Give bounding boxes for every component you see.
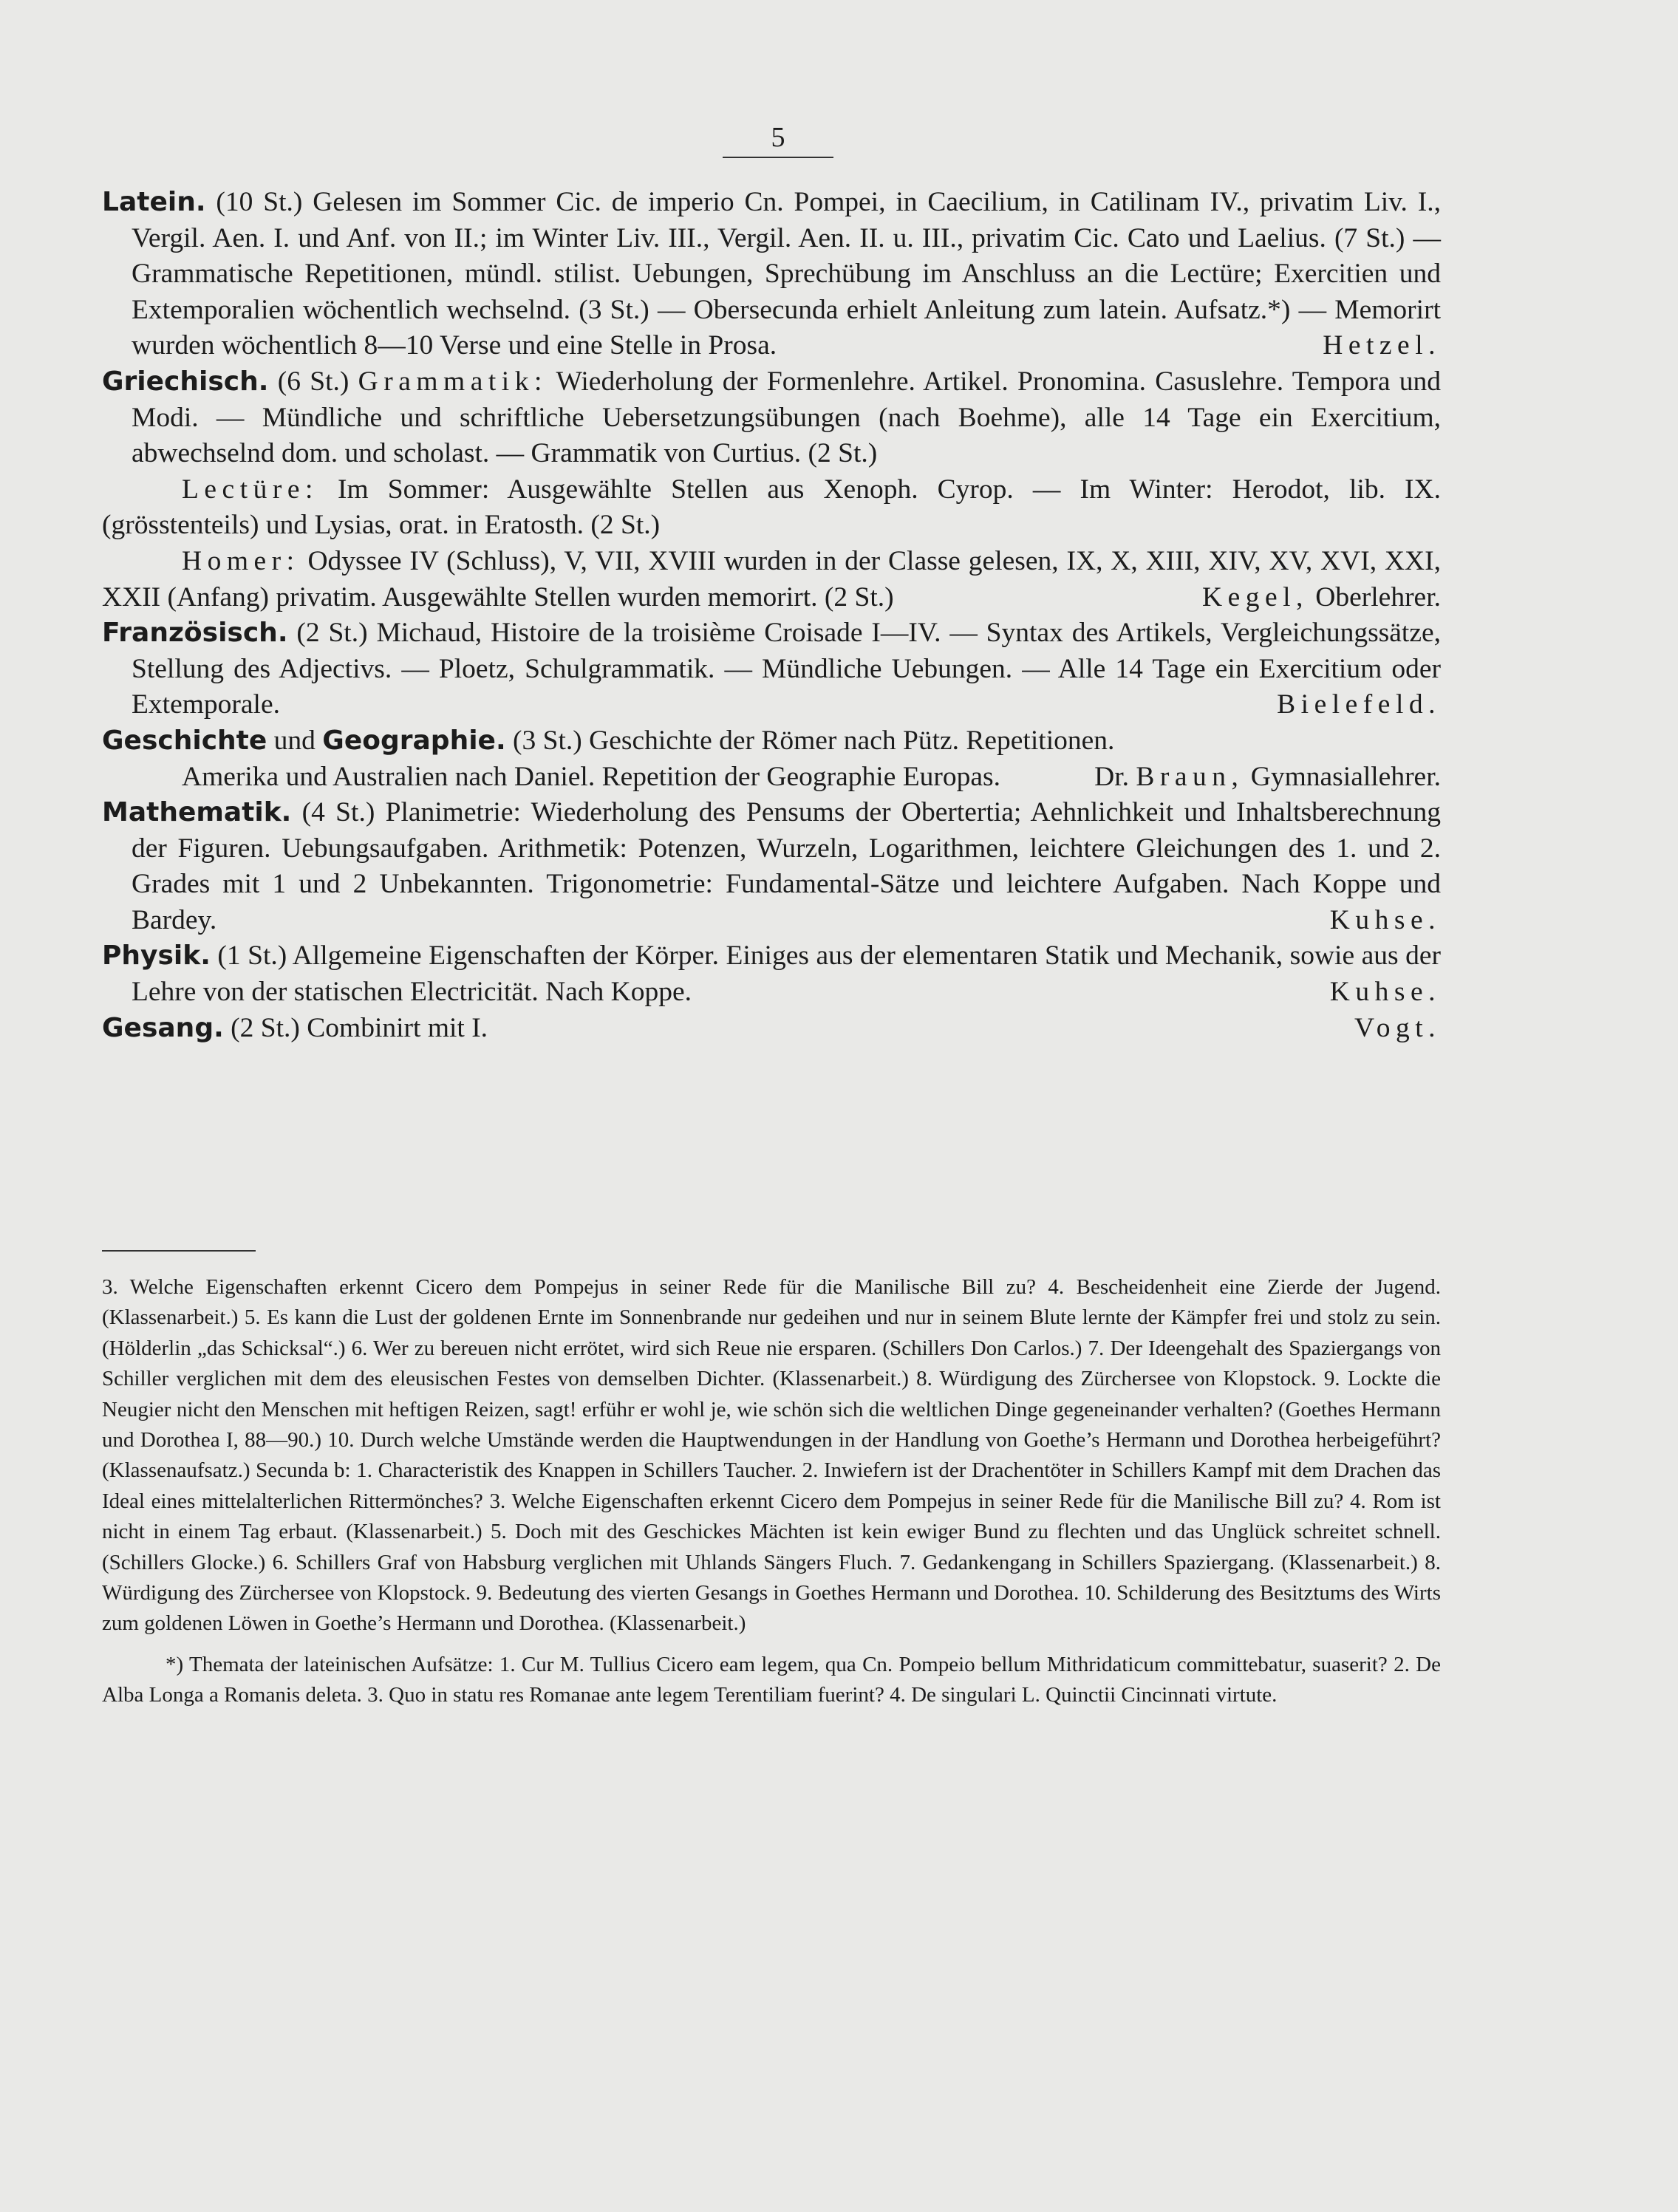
mathematik-heading: Mathematik. xyxy=(102,797,292,828)
griechisch-teacher-title: Oberlehrer. xyxy=(1315,581,1441,612)
page-number: 5 xyxy=(723,118,833,158)
physik-teacher: Kuhse. xyxy=(1329,977,1441,1008)
franzoesisch-paragraph xyxy=(102,615,1441,723)
geschichte-heading: Geschichte xyxy=(102,725,267,756)
geographie-heading: Geographie. xyxy=(322,725,506,756)
griechisch-homer-label: Homer: xyxy=(182,545,300,576)
footnotes xyxy=(102,1272,1441,1711)
franzoesisch-text: (2 St.) Michaud, Histoire de la troisième Croisade I—IV. — Syntax des Artikels, Vergleichungssätze, Stellung des Adjectivs. — Ploetz, Schulgrammatik. — Mündliche Uebungen. — Alle 14 Tage ein Exercitium oder Extemporale. xyxy=(132,618,1442,720)
geschichte-heading-und: und xyxy=(273,725,316,756)
griechisch-paragraph xyxy=(102,364,1441,472)
physik-heading: Physik. xyxy=(102,941,211,972)
griechisch-grammatik-text: Wiederholung der Formenlehre. Artikel. Pronomina. Casuslehre. Tempora und Modi. — Mündliche und schriftliche Uebersetzungsübungen (nach Boehme), alle 14 Tage ein Exercitium, abwechselnd dom. und scholast. — Grammatik von Curtius. (2 St.) xyxy=(132,366,1442,469)
geschichte-teacher-title: Dr. xyxy=(1094,761,1129,792)
latein-teacher: Hetzel. xyxy=(1323,330,1441,361)
griechisch-teacher-name: Kegel, xyxy=(1202,581,1309,612)
mathematik-paragraph xyxy=(102,795,1441,938)
latein-paragraph xyxy=(102,185,1441,364)
griechisch-homer-text: Odyssee IV (Schluss), V, VII, XVIII wurden in der Classe gelesen, IX, X, XIII, XIV, XV, XVI, XXI, XXII (Anfang) privatim. Ausgewählte Stellen wurden memorirt. (2 St.) xyxy=(102,545,1441,612)
latein-text: (10 St.) Gelesen im Sommer Cic. de imperio Cn. Pompei, in Caecilium, in Catilinam IV., privatim Liv. I., Vergil. Aen. I. und Anf. von II.; im Winter Liv. III., Vergil. Aen. II. u. III., privatim Cic. Cato und Laelius. (7 St.) — Grammatische Repetitionen, mündl. stilist. Uebungen, Sprechübung im Anschluss an die Lectüre; Exercitien und Extemporalien wöchentlich wechselnd. (3 St.) — Obersecunda erhielt Anleitung zum latein. Aufsatz.*) — Memorirt wurden wöchentlich 8—10 Verse und eine Stelle in Prosa. xyxy=(132,187,1442,361)
griechisch-homer-paragraph xyxy=(102,544,1441,615)
geschichte-paragraph xyxy=(102,723,1441,759)
gesang-teacher: Vogt. xyxy=(1354,1012,1441,1043)
griechisch-lectuere-label: Lectüre: xyxy=(182,474,318,505)
curriculum-text xyxy=(102,185,1441,1046)
griechisch-lectuere-text: Im Sommer: Ausgewählte Stellen aus Xenoph. Cyrop. — Im Winter: Herodot, lib. IX. (grösstenteils) und Lysias, orat. in Eratosth. (2 St.) xyxy=(102,474,1441,541)
footnote-rule xyxy=(102,1250,256,1252)
griechisch-teacher xyxy=(1202,580,1441,616)
physik-paragraph xyxy=(102,938,1441,1010)
geschichte-teacher xyxy=(1094,759,1441,796)
griechisch-lectuere-paragraph xyxy=(102,472,1441,544)
latein-heading: Latein. xyxy=(102,187,206,217)
mathematik-text: (4 St.) Planimetrie: Wiederholung des Pensums der Obertertia; Aehnlichkeit und Inhaltsberechnung der Figuren. Uebungsaufgaben. Arithmetik: Potenzen, Wurzeln, Logarithmen, leichtere Gleichungen des 1. und 2. Grades mit 1 und 2 Unbekannten. Trigonometrie: Fundamental-Sätze und leichtere Aufgaben. Nach Koppe und Bardey. xyxy=(132,797,1441,935)
footnote-essay-themes: 3. Welche Eigenschaften erkennt Cicero dem Pompejus in seiner Rede für die Manilische Bill zu? 4. Bescheidenheit eine Zierde der Jugend. (Klassenarbeit.) 5. Es kann die Lust der goldenen Ernte im Sonnenbrande nur gedeihen und nur in seinem Blute lernte der Kämpfer frei und stolz zu sein. (Hölderlin „das Schicksal“.) 6. Wer zu bereuen nicht errötet, wird sich Reue nie ersparen. (Schillers Don Carlos.) 7. Der Ideengehalt des Spaziergangs von Schiller verglichen mit dem des eleusischen Festes von demselben Dichter. (Klassenarbeit.) 8. Würdigung des Zürchersee von Klopstock. 9. Lockte die Neugier nicht den Menschen mit heftigen Reizen, sagt! erführ er wohl je, wie schön sich die weltlichen Dinge gegeneinander verhalten? (Goethes Hermann und Dorothea I, 88—90.) 10. Durch welche Umstände werden die Hauptwendungen in der Handlung von Goethe’s Hermann und Dorothea herbeigeführt? (Klassenaufsatz.) Secunda b: 1. Characteristik des Knappen in Schillers Taucher. 2. Inwiefern ist der Drachentöter in Schillers Kampf mit dem Drachen das Ideal eines mittelalterlichen Rittermönches? 3. Welche Eigenschaften erkennt Cicero dem Pompejus in seiner Rede für die Manilische Bill zu? 4. Rom ist nicht in einem Tag erbaut. (Klassenarbeit.) 5. Doch mit des Geschickes Mächten ist kein ewiger Bund zu flechten und das Unglück schreitet schnell. (Schillers Glocke.) 6. Schillers Graf von Habsburg verglichen mit Uhlands Sängers Fluch. 7. Gedankengang in Schillers Spaziergang. (Klassenarbeit.) 8. Würdigung des Zürchersee von Klopstock. 9. Bedeutung des vierten Gesangs in Goethes Hermann und Dorothea. 10. Schilderung des Besitztums des Wirts zum goldenen Löwen in Goethe’s Hermann und Dorothea. (Klassenarbeit.) xyxy=(102,1275,1441,1636)
footnote-latin-themes: *) Themata der lateinischen Aufsätze: 1. Cur M. Tullius Cicero eam legem, qua Cn. Pompeio bellum Mithridaticum committebatur, suaserit? 2. De Alba Longa a Romanis deleta. 3. Quo in statu res Romanae ante legem Terentiliam fuerint? 4. De singulari L. Quinctii Cincinnati virtute. xyxy=(102,1652,1441,1707)
geographie-paragraph xyxy=(102,759,1441,796)
franzoesisch-heading: Französisch. xyxy=(102,618,288,649)
geschichte-teacher-role: Gymnasiallehrer. xyxy=(1250,761,1441,792)
gesang-heading: Gesang. xyxy=(102,1012,224,1043)
mathematik-teacher: Kuhse. xyxy=(1329,904,1441,935)
griechisch-grammatik-label: Grammatik: xyxy=(358,366,548,397)
griechisch-heading: Griechisch. xyxy=(102,366,269,397)
geschichte-text: (3 St.) Geschichte der Römer nach Pütz. Repetitionen. xyxy=(513,725,1115,756)
griechisch-intro: (6 St.) xyxy=(277,366,349,397)
geographie-text: Amerika und Australien nach Daniel. Repetition der Geographie Europas. xyxy=(182,761,1000,792)
geschichte-teacher-name: Braun, xyxy=(1136,761,1244,792)
gesang-paragraph xyxy=(102,1011,1441,1047)
gesang-text: (2 St.) Combinirt mit I. xyxy=(231,1012,488,1043)
franzoesisch-teacher: Bielefeld. xyxy=(1277,689,1441,720)
physik-text: (1 St.) Allgemeine Eigenschaften der Körper. Einiges aus der elementaren Statik und Mechanik, sowie aus der Lehre von der statischen Electricität. Nach Koppe. xyxy=(132,941,1442,1008)
